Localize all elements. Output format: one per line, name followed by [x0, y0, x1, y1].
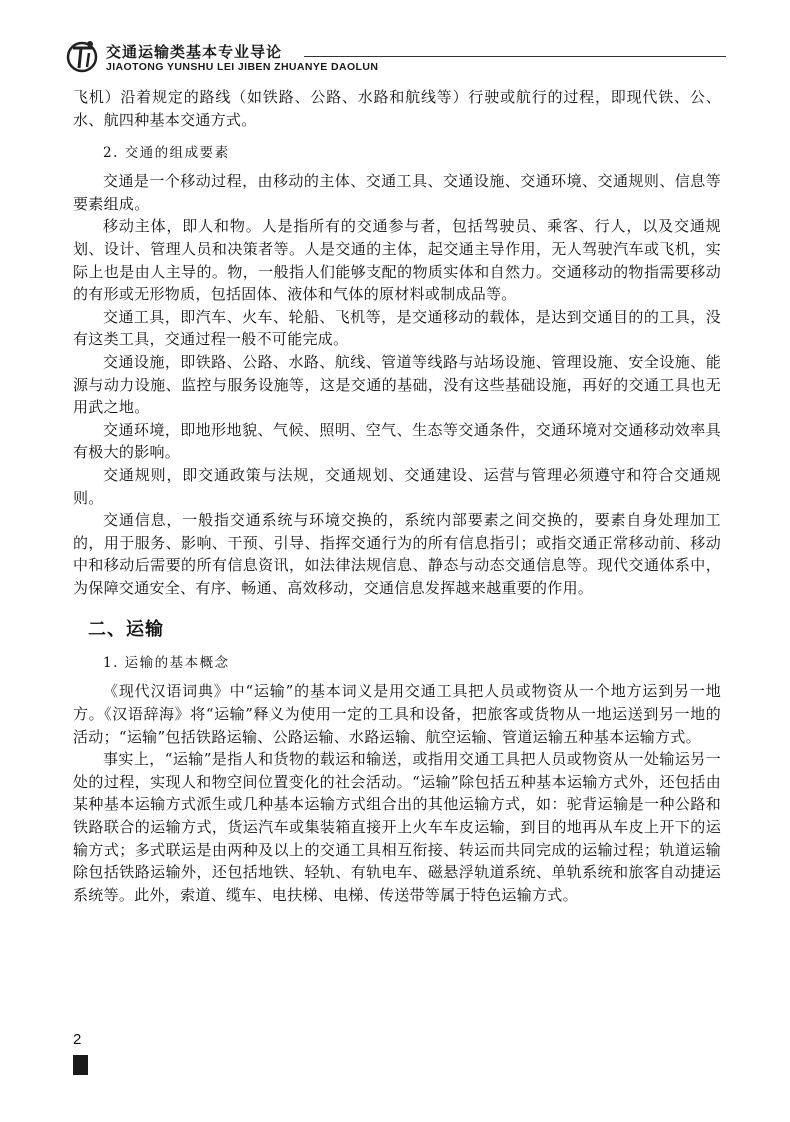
body-paragraph: 交通设施，即铁路、公路、水路、航线、管道等线路与站场设施、管理设施、安全设施、能源与动力设施、监控与服务设施等，这是交通的基础，没有这些基础设施，再好的交通工具也无用武之地。: [73, 352, 721, 417]
body-paragraph: 交通工具，即汽车、火车、轮船、飞机等，是交通移动的载体，是达到交通目的的工具，没有这类工具，交通过程一般不可能完成。: [73, 307, 721, 349]
body-paragraph: 交通是一个移动过程，由移动的主体、交通工具、交通设施、交通环境、交通规则、信息等要素组成。: [73, 172, 721, 213]
body-paragraph: 交通规则，即交通政策与法规，交通规划、交通建设、运营与管理必须遵守和符合交通规则。: [73, 465, 721, 507]
header-subtitle: JIAOTONG YUNSHU LEI JIBEN ZHUANYE DAOLUN: [106, 61, 379, 73]
header-title: 交通运输类基本专业导论: [106, 43, 283, 61]
page-body: [73, 86, 721, 906]
section-heading-transport: 二、运输: [88, 619, 164, 641]
page-edge-marker: [73, 1055, 88, 1075]
ti-logo-icon: [66, 38, 100, 74]
page-header: [66, 38, 726, 78]
body-paragraph: 交通信息，一般指交通系统与环境交换的，系统内部要素之间交换的，要素自身处理加工的，用于服务、影响、干预、引导、指挥交通行为的所有信息指引；或指交通正常移动前、移动中和移动后需要的所有信息资讯，如法律法规信息、静态与动态交通信息等。现代交通体系中，为保障交通安全、有序、畅通、高效移动，交通信息发挥越来越重要的作用。: [73, 511, 721, 597]
page-number: 2: [73, 1031, 82, 1048]
header-rule: [304, 56, 726, 57]
body-paragraph: 《现代汉语词典》中“运输”的基本词义是用交通工具把人员或物资从一个地方运到另一地方。《汉语辞海》将“运输”释义为使用一定的工具和设备，把旅客或货物从一地运送到另一地的活动；“运输”包括铁路运输、公路运输、水路运输、航空运输、管道运输五种基本运输方式。: [73, 682, 721, 746]
subsection-heading-transport-concept: 1. 运输的基本概念: [103, 655, 230, 672]
subsection-heading-traffic-elements: 2. 交通的组成要素: [103, 145, 230, 162]
body-paragraph: 交通环境，即地形地貌、气候、照明、空气、生态等交通条件，交通环境对交通移动效率具有极大的影响。: [73, 420, 721, 462]
body-paragraph: 移动主体，即人和物。人是指所有的交通参与者，包括驾驶员、乘客、行人，以及交通规划、设计、管理人员和决策者等。人是交通的主体，起交通主导作用，无人驾驶汽车或飞机，实际上也是由人主导的。物，一般指人们能够支配的物质实体和自然力。交通移动的物指需要移动的有形或无形物质，包括固体、液体和气体的原材料或制成品等。: [73, 217, 721, 304]
intro-paragraph: 飞机）沿着规定的路线（如铁路、公路、水路和航线等）行驶或航行的过程，即现代铁、公、水、航四种基本交通方式。: [73, 88, 721, 129]
body-paragraph: 事实上，“运输”是指人和货物的载运和输送，或指用交通工具把人员或物资从一处输运另一处的过程，实现人和物空间位置变化的社会活动。“运输”除包括五种基本运输方式外，还包括由某种基本运输方式派生或几种基本运输方式组合出的其他运输方式，如：驼背运输是一种公路和铁路联合的运输方式，货运汽车或集装箱直接开上火车车皮运输，到目的地再从车皮上开下的运输方式；多式联运是由两种及以上的交通工具相互衔接、转运而共同完成的运输过程；轨道运输除包括铁路运输外，还包括地铁、轻轨、有轨电车、磁悬浮轨道系统、单轨系统和旅客自动捷运系统等。此外，索道、缆车、电扶梯、电梯、传送带等属于特色运输方式。: [73, 750, 721, 904]
